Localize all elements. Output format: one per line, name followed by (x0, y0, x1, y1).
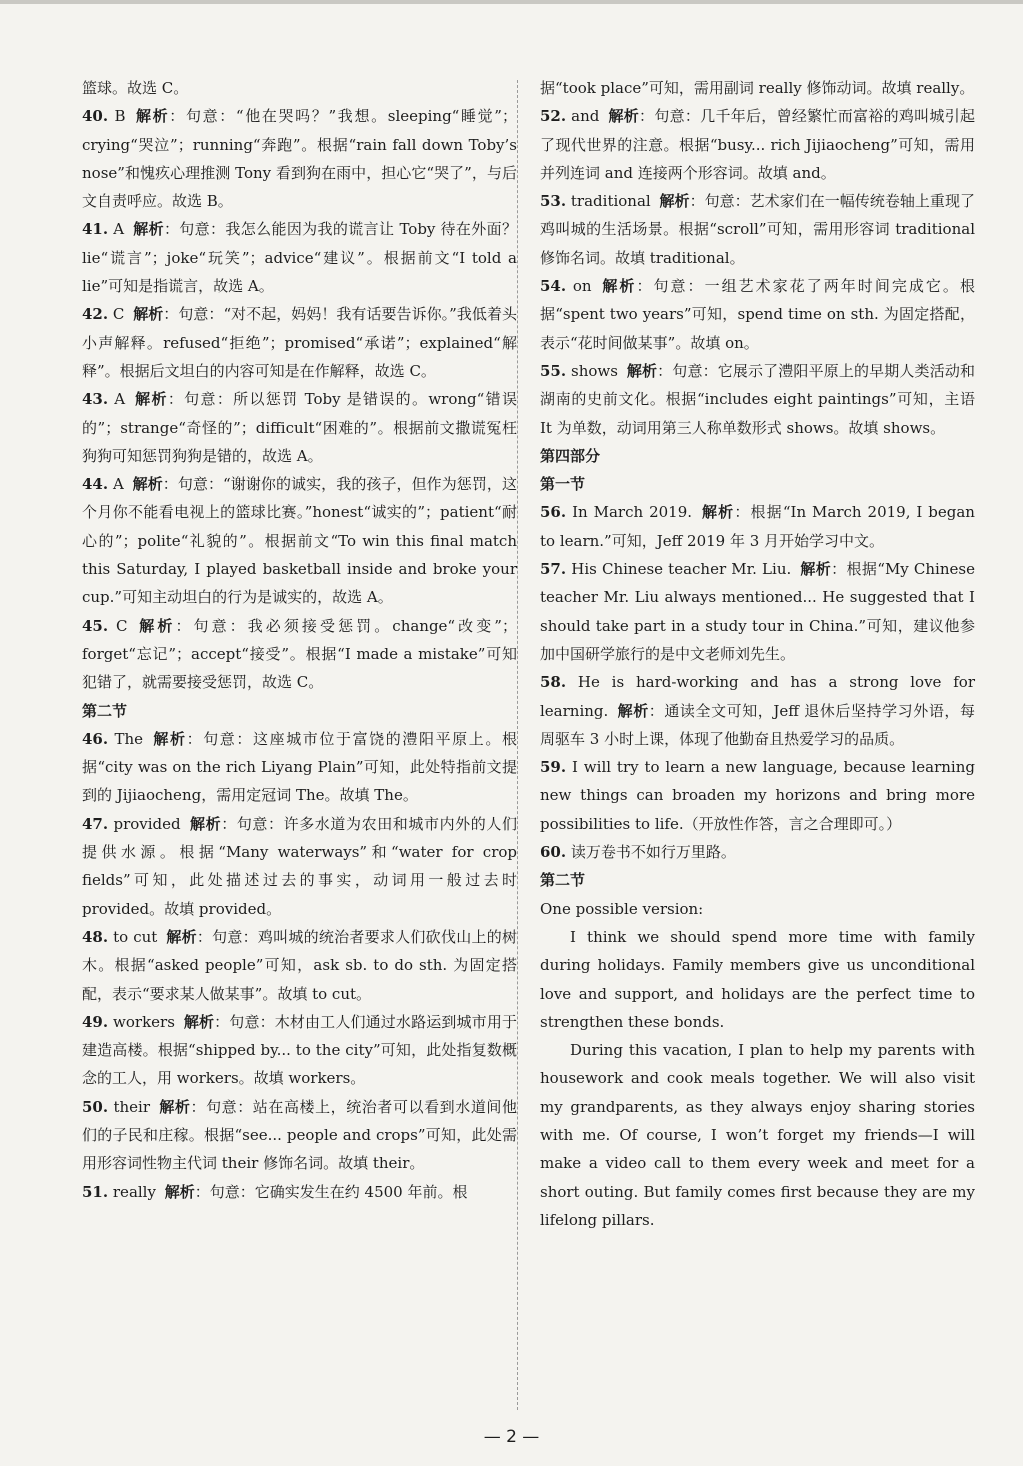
answer-entry (540, 272, 975, 357)
page-top-edge (0, 0, 1023, 4)
question-number: 42. (82, 305, 109, 324)
left-entries (82, 102, 517, 696)
answer-entry (540, 555, 975, 668)
analysis-text: ：句意：“他在哭吗？”我想。sleeping“睡觉”；crying“哭泣”；running“奔跑”。根据“rain fall down Toby’s nose”和愧疚心理推测 Tony 看到狗在雨中，担心它“哭了”，与后文自责呼应。故选 B。 (82, 107, 517, 211)
answer-entry (82, 1093, 517, 1178)
analysis-label: 解析 (659, 192, 690, 211)
question-number: 47. (82, 814, 109, 833)
answer-entry (82, 1008, 517, 1093)
column-divider (517, 80, 518, 1410)
question-number: 54. (540, 277, 567, 296)
answer-text: He is hard-working and has a strong love for learning. (540, 673, 975, 720)
question-number: 56. (540, 503, 567, 522)
answer-entry (540, 838, 975, 866)
answer-text: I will try to learn a new language, because learning new things can broaden my horizons and bring more possibilities to life.（开放性作答，言之合理即可。） (540, 758, 975, 833)
analysis-label: 解析 (164, 1182, 195, 1201)
answer-text: to cut (113, 927, 158, 946)
analysis-label: 解析 (133, 220, 164, 239)
question-number: 43. (82, 390, 109, 409)
answer-text: The (114, 729, 144, 748)
answer-text: and (571, 107, 600, 126)
answer-entry (540, 498, 975, 555)
essay-paragraph: During this vacation, I plan to help my parents with housework and cook meals together. We will also visit my grandparents, as they always enjoy sharing stories with me. Of course, I won’t forget my friends—I will make a video call to them every week and meet for a short outing. But family comes first because they are my lifelong pillars. (540, 1041, 975, 1229)
question-number: 59. (540, 758, 567, 777)
answer-entry (540, 753, 975, 838)
question-number: 45. (82, 616, 109, 635)
answer-entry (82, 300, 517, 385)
question-number: 48. (82, 927, 109, 946)
left-entries-2 (82, 725, 517, 1206)
answer-entry (82, 385, 517, 470)
question-number: 40. (82, 107, 109, 126)
answer-entry (82, 102, 517, 215)
answer-entry (540, 187, 975, 272)
question-number: 53. (540, 192, 567, 211)
analysis-label: 解析 (626, 361, 658, 380)
answer-text: In March 2019. (572, 503, 693, 522)
analysis-label: 解析 (135, 107, 170, 126)
analysis-label: 解析 (159, 1097, 191, 1116)
answer-text: shows (571, 361, 618, 380)
section-heading: 第二节 (540, 871, 586, 890)
analysis-text: ：句意：我怎么能因为我的谎言让 Toby 待在外面？lie“谎言”；joke“玩笑”；advice“建议”。根据前文“I told a lie”可知是指谎言，故选 A。 (82, 220, 517, 296)
question-number: 55. (540, 361, 567, 380)
analysis-label: 解析 (183, 1012, 215, 1031)
analysis-text: ：句意：艺术家们在一幅传统卷轴上重现了鸡叫城的生活场景。根据“scroll”可知，需用形容词 traditional 修饰名词。故填 traditional。 (540, 192, 975, 267)
left-column (82, 74, 517, 1206)
analysis-text: ：句意：这座城市位于富饶的澧阳平原上。根据“city was on the rich Liyang Plain”可知，此处特指前文提到的 Jijiaocheng，需用定冠词 The。故填 The。 (82, 729, 517, 805)
right-column (540, 74, 975, 1234)
question-number: 44. (82, 475, 109, 494)
analysis-label: 解析 (617, 701, 649, 720)
answer-text: A (113, 220, 125, 239)
analysis-text: ：句意：许多水道为农田和城市内外的人们提供水源。根据“Many waterways”和“water for crop fields”可知，此处描述过去的事实，动词用一般过去时 provided。故填 provided。 (82, 814, 517, 918)
answer-entry (540, 357, 975, 442)
right-entries (540, 102, 975, 442)
analysis-text: ：通读全文可知，Jeff 退休后坚持学习外语，每周驱车 3 小时上课，体现了他勤奋且热爱学习的品质。 (540, 701, 975, 748)
analysis-text: ：句意：它确实发生在约 4500 年前。根 (194, 1182, 468, 1201)
analysis-text: ：句意：木材由工人们通过水路运到城市用于建造高楼。根据“shipped by... to the city”可知，此处指复数概念的工人，用 workers。故填 workers。 (82, 1012, 517, 1088)
right-entries-2 (540, 498, 975, 866)
analysis-label: 解析 (608, 107, 640, 126)
question-number: 50. (82, 1097, 109, 1116)
analysis-text: ：句意：“谢谢你的诚实，我的孩子，但作为惩罚，这个月你不能看电视上的篮球比赛。”honest“诚实的”；patient“耐心的”；polite“礼貌的”。根据前文“To win this final match this Saturday, I played basketball inside and broke your cup.”可知主动坦白的行为是诚实的，故选 A。 (82, 475, 517, 607)
question-number: 41. (82, 220, 109, 239)
analysis-label: 解析 (139, 616, 176, 635)
analysis-label: 解析 (190, 814, 222, 833)
answer-text: on (572, 277, 592, 296)
question-number: 46. (82, 729, 109, 748)
answer-text: workers (113, 1012, 175, 1031)
analysis-text: ：句意：“对不起，妈妈！我有话要告诉你。”我低着头小声解释。refused“拒绝”；promised“承诺”；explained“解释”。根据后文坦白的内容可知是在作解释，故选 C。 (82, 305, 517, 380)
answer-entry (540, 102, 975, 187)
analysis-text: ：句意：一组艺术家花了两年时间完成它。根据“spent two years”可知，spend time on sth. 为固定搭配，表示“花时间做某事”。故填 on。 (540, 277, 975, 352)
analysis-text: ：根据“My Chinese teacher Mr. Liu always mentioned... He suggested that I should take part in a study tour in China.”可知，建议他参加中国研学旅行的是中文老师刘先生。 (540, 560, 975, 663)
answer-entry (540, 668, 975, 753)
answer-text: 读万卷书不如行万里路。 (570, 843, 736, 862)
continued-text: 据“took place”可知，需用副词 really 修饰动词。故填 really。 (540, 79, 975, 97)
answer-text: C (112, 305, 125, 324)
analysis-label: 解析 (153, 729, 187, 748)
question-number: 57. (540, 560, 567, 579)
analysis-label: 解析 (133, 305, 164, 324)
essay-intro: One possible version: (540, 899, 704, 918)
analysis-label: 解析 (701, 503, 735, 522)
answer-entry (82, 215, 517, 300)
answer-text: really (112, 1182, 156, 1201)
question-number: 58. (540, 673, 567, 692)
essay-paragraph: I think we should spend more time with family during holidays. Family members give us unconditional love and support, and holidays are the perfect time to strengthen these bonds. (540, 927, 975, 1031)
answer-text: A (114, 390, 126, 409)
analysis-label: 解析 (166, 927, 197, 946)
answer-text: traditional (570, 192, 651, 211)
question-number: 49. (82, 1012, 109, 1031)
analysis-text: ：句意：几千年后，曾经繁忙而富裕的鸡叫城引起了现代世界的注意。根据“busy... rich Jijiaocheng”可知，需用并列连词 and 连接两个形容词。故填 and。 (540, 107, 975, 182)
analysis-text: ：句意：站在高楼上，统治者可以看到水道间他们的子民和庄稼。根据“see... people and crops”可知，此处需用形容词性物主代词 their 修饰名词。故填 their。 (82, 1097, 517, 1173)
answer-text: His Chinese teacher Mr. Liu. (571, 560, 792, 579)
analysis-text: ：句意：鸡叫城的统治者要求人们砍伐山上的树木。根据“asked people”可知，ask sb. to do sth. 为固定搭配，表示“要求某人做某事”。故填 to cut。 (82, 927, 517, 1003)
answer-text: their (113, 1097, 150, 1116)
question-number: 52. (540, 107, 567, 126)
part-heading: 第四部分 (540, 446, 601, 465)
analysis-text: ：句意：所以惩罚 Toby 是错误的。wrong“错误的”；strange“奇怪的”；difficult“困难的”。根据前文撒谎冤枉狗狗可知惩罚狗狗是错的，故选 A。 (82, 390, 517, 465)
question-number: 60. (540, 843, 567, 862)
analysis-label: 解析 (602, 277, 637, 296)
answer-text: provided (113, 814, 181, 833)
answer-entry (82, 1178, 517, 1206)
answer-text: B (114, 107, 126, 126)
analysis-label: 解析 (800, 560, 832, 579)
answer-entry (82, 923, 517, 1008)
analysis-text: ：根据“In March 2019, I began to learn.”可知，Jeff 2019 年 3 月开始学习中文。 (540, 503, 975, 550)
section-heading: 第二节 (82, 701, 128, 720)
question-number: 51. (82, 1182, 109, 1201)
analysis-text: ：句意：它展示了澧阳平原上的早期人类活动和湖南的史前文化。根据“includes eight paintings”可知，主语 It 为单数，动词用第三人称单数形式 shows。故填 shows。 (540, 361, 975, 437)
answer-text: A (112, 475, 124, 494)
analysis-text: ：句意：我必须接受惩罚。change“改变”；forget“忘记”；accept“接受”。根据“I made a mistake”可知犯错了，就需要接受惩罚，故选 C。 (82, 616, 517, 692)
continued-text: 篮球。故选 C。 (82, 79, 189, 97)
answer-entry (82, 612, 517, 697)
answer-entry (82, 725, 517, 810)
answer-entry (82, 470, 517, 611)
answer-text: C (115, 616, 128, 635)
analysis-label: 解析 (132, 475, 163, 494)
section-heading: 第一节 (540, 475, 586, 494)
analysis-label: 解析 (135, 390, 168, 409)
answer-entry (82, 810, 517, 923)
page-number: — 2 — (483, 1427, 540, 1447)
